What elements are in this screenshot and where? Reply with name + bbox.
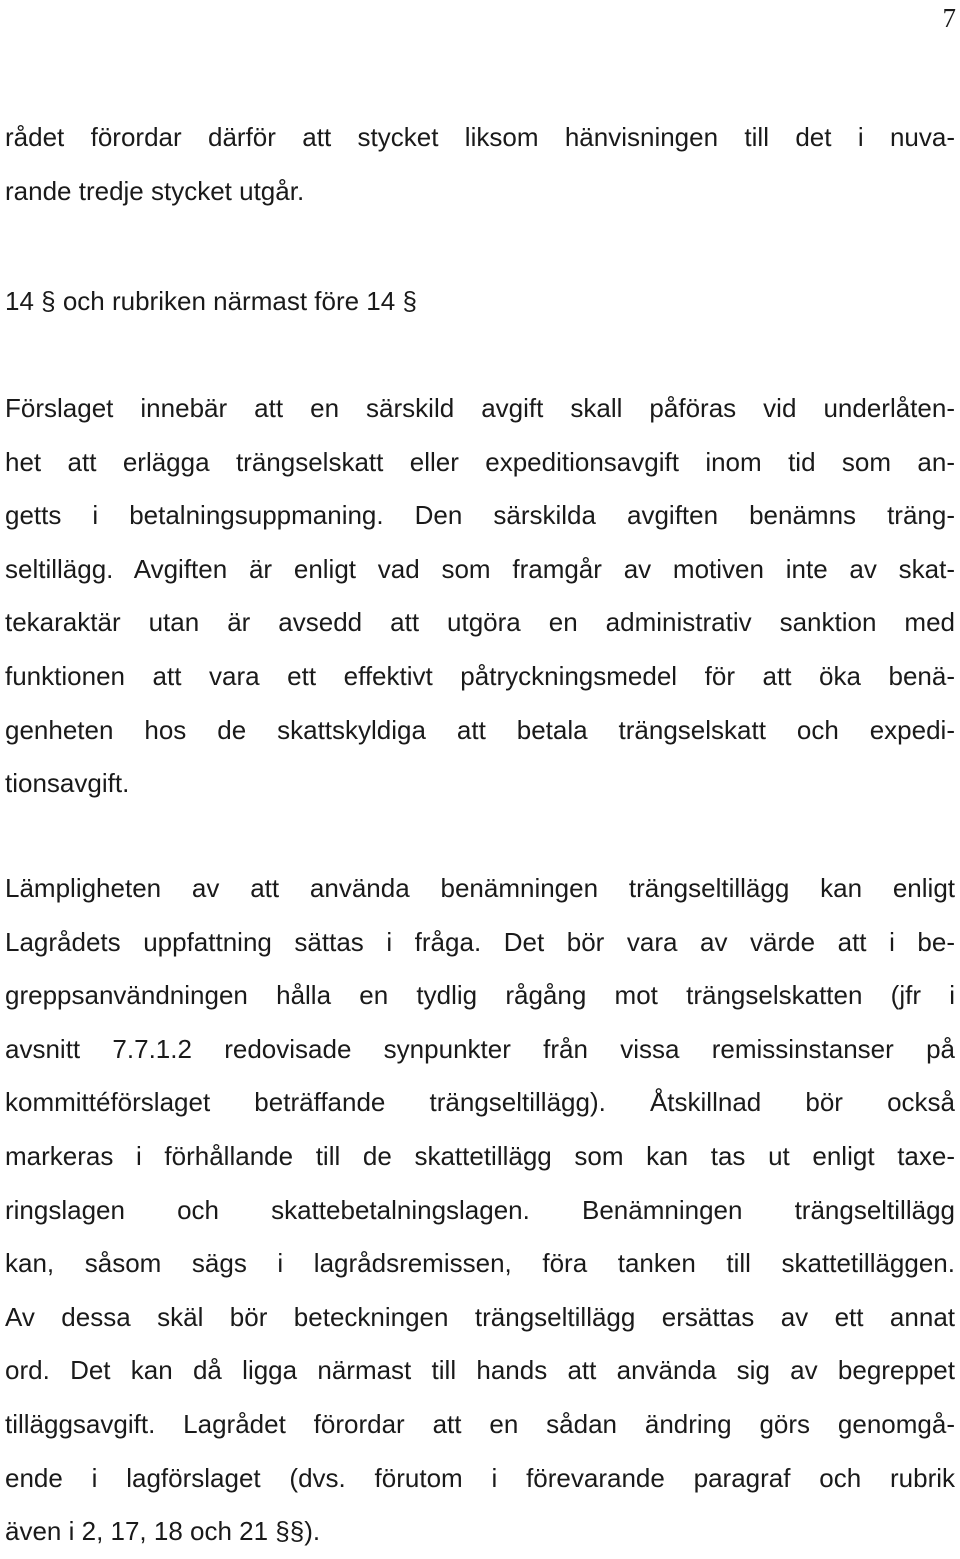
- text-line: seltillägg. Avgiften är enligt vad som framgår av motiven inte av skat-: [5, 553, 955, 584]
- page-number: 7: [942, 3, 956, 33]
- text-line: ende i lagförslaget (dvs. förutom i förevarande paragraf och rubrik: [5, 1462, 955, 1493]
- text-line: rådet förordar därför att stycket liksom hänvisningen till det i nuva-: [5, 122, 955, 152]
- text-line: Av dessa skäl bör beteckningen trängseltillägg ersättas av ett annat: [5, 1301, 955, 1332]
- text-line: 14 § och rubriken närmast före 14 §: [5, 286, 417, 316]
- section-heading: [5, 275, 955, 329]
- text-line: Lämpligheten av att använda benämningen trängseltillägg kan enligt: [5, 873, 955, 903]
- paragraph: [5, 382, 955, 811]
- text-line: tionsavgift.: [5, 768, 130, 799]
- text-line: greppsanvändningen hålla en tydlig rågång mot trängselskatten (jfr i: [5, 980, 955, 1011]
- text-line: genheten hos de skattskyldiga att betala trängselskatt och expedi-: [5, 714, 955, 745]
- text-line: het att erlägga trängselskatt eller expeditionsavgift inom tid som an-: [5, 446, 955, 477]
- text-line: tilläggsavgift. Lagrådet förordar att en sådan ändring görs genomgå-: [5, 1408, 955, 1439]
- text-line: ringslagen och skattebetalningslagen. Benämningen trängseltillägg: [5, 1194, 955, 1225]
- paragraph: [5, 862, 955, 1559]
- text-line: markeras i förhållande till de skattetillägg som kan tas ut enligt taxe-: [5, 1140, 955, 1171]
- paragraph-continuation: [5, 111, 955, 218]
- text-line: kan, såsom sägs i lagrådsremissen, föra tanken till skattetilläggen.: [5, 1248, 955, 1279]
- text-line: tekaraktär utan är avsedd att utgöra en administrativ sanktion med: [5, 607, 955, 638]
- text-line: Förslaget innebär att en särskild avgift skall påföras vid underlåten-: [5, 393, 955, 423]
- text-line: avsnitt 7.7.1.2 redovisade synpunkter från vissa remissinstanser på: [5, 1033, 955, 1064]
- text-line: rande tredje stycket utgår.: [5, 175, 305, 206]
- text-line: kommittéförslaget beträffande trängseltillägg). Åtskillnad bör också: [5, 1087, 955, 1118]
- text-line: även i 2, 17, 18 och 21 §§).: [5, 1516, 321, 1547]
- text-line: Lagrådets uppfattning sättas i fråga. Det bör vara av värde att i be-: [5, 926, 955, 957]
- text-line: getts i betalningsuppmaning. Den särskilda avgiften benämns träng-: [5, 500, 955, 531]
- text-line: ord. Det kan då ligga närmast till hands att använda sig av begreppet: [5, 1355, 955, 1386]
- text-line: funktionen att vara ett effektivt påtryckningsmedel för att öka benä-: [5, 660, 955, 691]
